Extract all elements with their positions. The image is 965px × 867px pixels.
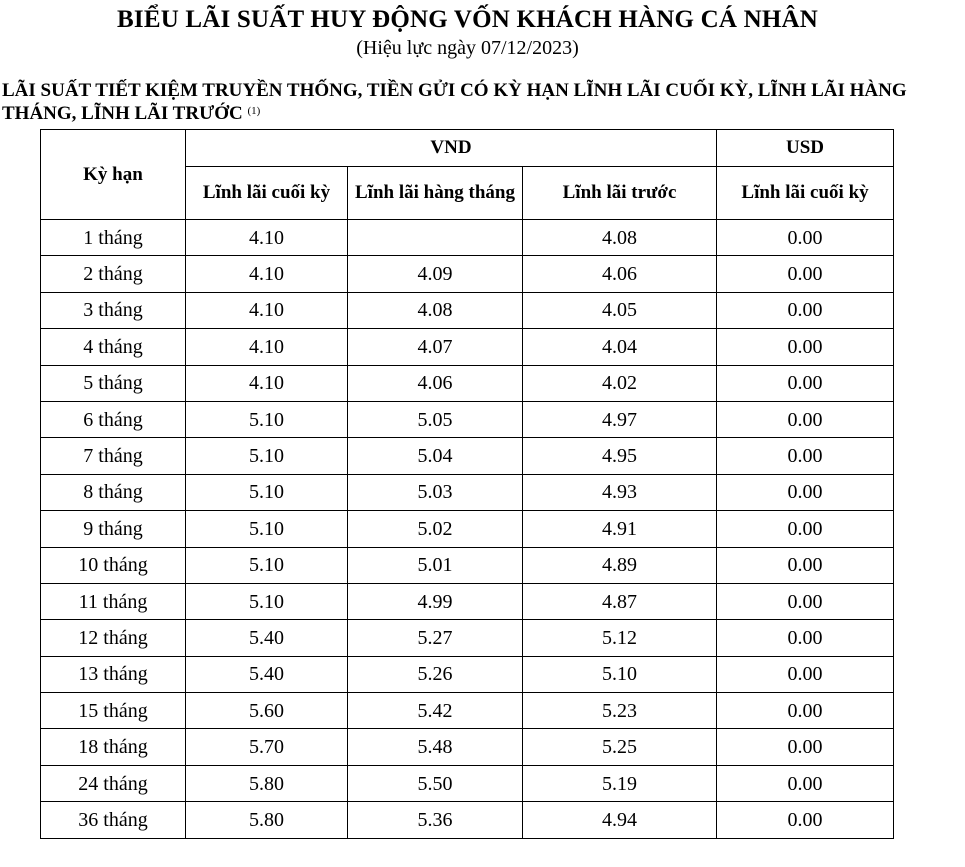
section-heading: [2, 79, 964, 125]
cell-term: 24 tháng: [41, 765, 186, 801]
cell-term: 12 tháng: [41, 620, 186, 656]
header-vnd-end-of-term: Lĩnh lãi cuối kỳ: [186, 167, 348, 220]
cell-vnd-monthly: 5.27: [348, 620, 523, 656]
cell-vnd-monthly: [348, 220, 523, 256]
cell-vnd-end-of-term: 4.10: [186, 329, 348, 365]
cell-vnd-monthly: 4.99: [348, 583, 523, 619]
cell-vnd-monthly: 5.02: [348, 511, 523, 547]
cell-vnd-monthly: 4.06: [348, 365, 523, 401]
cell-vnd-upfront: 4.93: [523, 474, 717, 510]
cell-vnd-upfront: 4.87: [523, 583, 717, 619]
cell-usd-end-of-term: 0.00: [717, 474, 894, 510]
cell-vnd-upfront: 4.91: [523, 511, 717, 547]
cell-vnd-monthly: 5.26: [348, 656, 523, 692]
table-row: [41, 474, 894, 510]
cell-vnd-monthly: 4.09: [348, 256, 523, 292]
cell-vnd-end-of-term: 5.70: [186, 729, 348, 765]
cell-term: 7 tháng: [41, 438, 186, 474]
cell-term: 18 tháng: [41, 729, 186, 765]
cell-usd-end-of-term: 0.00: [717, 256, 894, 292]
cell-vnd-monthly: 5.05: [348, 401, 523, 437]
table-row: [41, 656, 894, 692]
cell-vnd-upfront: 4.08: [523, 220, 717, 256]
cell-vnd-upfront: 4.94: [523, 802, 717, 838]
header-vnd: VND: [186, 130, 717, 167]
cell-usd-end-of-term: 0.00: [717, 547, 894, 583]
header-usd: USD: [717, 130, 894, 167]
table-row: [41, 802, 894, 838]
table-row: [41, 256, 894, 292]
cell-term: 36 tháng: [41, 802, 186, 838]
cell-term: 2 tháng: [41, 256, 186, 292]
cell-vnd-end-of-term: 5.10: [186, 583, 348, 619]
document-title: BIỂU LÃI SUẤT HUY ĐỘNG VỐN KHÁCH HÀNG CÁ NHÂN: [117, 6, 818, 33]
table-row: [41, 693, 894, 729]
cell-term: 13 tháng: [41, 656, 186, 692]
table-row: [41, 220, 894, 256]
cell-usd-end-of-term: 0.00: [717, 802, 894, 838]
cell-vnd-upfront: 4.97: [523, 401, 717, 437]
header-vnd-upfront: Lĩnh lãi trước: [523, 167, 717, 220]
cell-term: 4 tháng: [41, 329, 186, 365]
interest-rate-table: [40, 129, 894, 839]
cell-vnd-end-of-term: 5.80: [186, 802, 348, 838]
table-row: [41, 292, 894, 328]
cell-vnd-upfront: 4.95: [523, 438, 717, 474]
cell-vnd-upfront: 4.89: [523, 547, 717, 583]
cell-vnd-monthly: 5.04: [348, 438, 523, 474]
cell-vnd-end-of-term: 5.40: [186, 656, 348, 692]
cell-vnd-monthly: 5.03: [348, 474, 523, 510]
cell-usd-end-of-term: 0.00: [717, 729, 894, 765]
cell-vnd-monthly: 5.48: [348, 729, 523, 765]
cell-term: 5 tháng: [41, 365, 186, 401]
cell-vnd-end-of-term: 5.40: [186, 620, 348, 656]
table-row: [41, 511, 894, 547]
table-row: [41, 438, 894, 474]
cell-usd-end-of-term: 0.00: [717, 329, 894, 365]
cell-vnd-end-of-term: 5.10: [186, 438, 348, 474]
cell-term: 1 tháng: [41, 220, 186, 256]
cell-vnd-end-of-term: 5.10: [186, 401, 348, 437]
cell-vnd-upfront: 4.05: [523, 292, 717, 328]
cell-vnd-monthly: 4.08: [348, 292, 523, 328]
cell-usd-end-of-term: 0.00: [717, 511, 894, 547]
table-row: [41, 729, 894, 765]
cell-usd-end-of-term: 0.00: [717, 620, 894, 656]
cell-vnd-end-of-term: 5.60: [186, 693, 348, 729]
cell-vnd-end-of-term: 5.10: [186, 547, 348, 583]
rate-rows: [41, 220, 894, 839]
cell-usd-end-of-term: 0.00: [717, 401, 894, 437]
cell-term: 8 tháng: [41, 474, 186, 510]
cell-vnd-monthly: 5.42: [348, 693, 523, 729]
cell-vnd-upfront: 4.06: [523, 256, 717, 292]
cell-term: 9 tháng: [41, 511, 186, 547]
cell-vnd-upfront: 4.02: [523, 365, 717, 401]
cell-usd-end-of-term: 0.00: [717, 656, 894, 692]
cell-term: 6 tháng: [41, 401, 186, 437]
table-row: [41, 583, 894, 619]
table-row: [41, 765, 894, 801]
cell-term: 3 tháng: [41, 292, 186, 328]
cell-usd-end-of-term: 0.00: [717, 220, 894, 256]
cell-usd-end-of-term: 0.00: [717, 365, 894, 401]
cell-usd-end-of-term: 0.00: [717, 438, 894, 474]
header-vnd-monthly: Lĩnh lãi hàng tháng: [348, 167, 523, 220]
header-term: Kỳ hạn: [41, 130, 186, 220]
cell-vnd-end-of-term: 4.10: [186, 256, 348, 292]
cell-vnd-monthly: 5.36: [348, 802, 523, 838]
cell-vnd-upfront: 5.10: [523, 656, 717, 692]
cell-usd-end-of-term: 0.00: [717, 583, 894, 619]
cell-vnd-upfront: 5.19: [523, 765, 717, 801]
cell-vnd-monthly: 5.50: [348, 765, 523, 801]
header-usd-end-of-term: Lĩnh lãi cuối kỳ: [717, 167, 894, 220]
cell-vnd-upfront: 5.25: [523, 729, 717, 765]
cell-term: 10 tháng: [41, 547, 186, 583]
section-heading-text: LÃI SUẤT TIẾT KIỆM TRUYỀN THỐNG, TIỀN GỬI CÓ KỲ HẠN LĨNH LÃI CUỐI KỲ, LĨNH LÃI HÀNG THÁNG, LĨNH LÃI TRƯỚC: [2, 80, 907, 124]
table-row: [41, 620, 894, 656]
cell-vnd-end-of-term: 5.10: [186, 511, 348, 547]
cell-vnd-monthly: 5.01: [348, 547, 523, 583]
table-row: [41, 365, 894, 401]
cell-vnd-upfront: 5.12: [523, 620, 717, 656]
cell-vnd-end-of-term: 4.10: [186, 292, 348, 328]
footnote-marker: (1): [247, 105, 261, 117]
cell-vnd-upfront: 5.23: [523, 693, 717, 729]
cell-term: 11 tháng: [41, 583, 186, 619]
cell-vnd-upfront: 4.04: [523, 329, 717, 365]
cell-vnd-monthly: 4.07: [348, 329, 523, 365]
cell-vnd-end-of-term: 5.10: [186, 474, 348, 510]
table-row: [41, 401, 894, 437]
cell-usd-end-of-term: 0.00: [717, 292, 894, 328]
cell-vnd-end-of-term: 4.10: [186, 220, 348, 256]
cell-usd-end-of-term: 0.00: [717, 765, 894, 801]
cell-usd-end-of-term: 0.00: [717, 693, 894, 729]
effective-date: (Hiệu lực ngày 07/12/2023): [356, 37, 579, 59]
cell-vnd-end-of-term: 4.10: [186, 365, 348, 401]
cell-term: 15 tháng: [41, 693, 186, 729]
cell-vnd-end-of-term: 5.80: [186, 765, 348, 801]
table-row: [41, 329, 894, 365]
table-row: [41, 547, 894, 583]
